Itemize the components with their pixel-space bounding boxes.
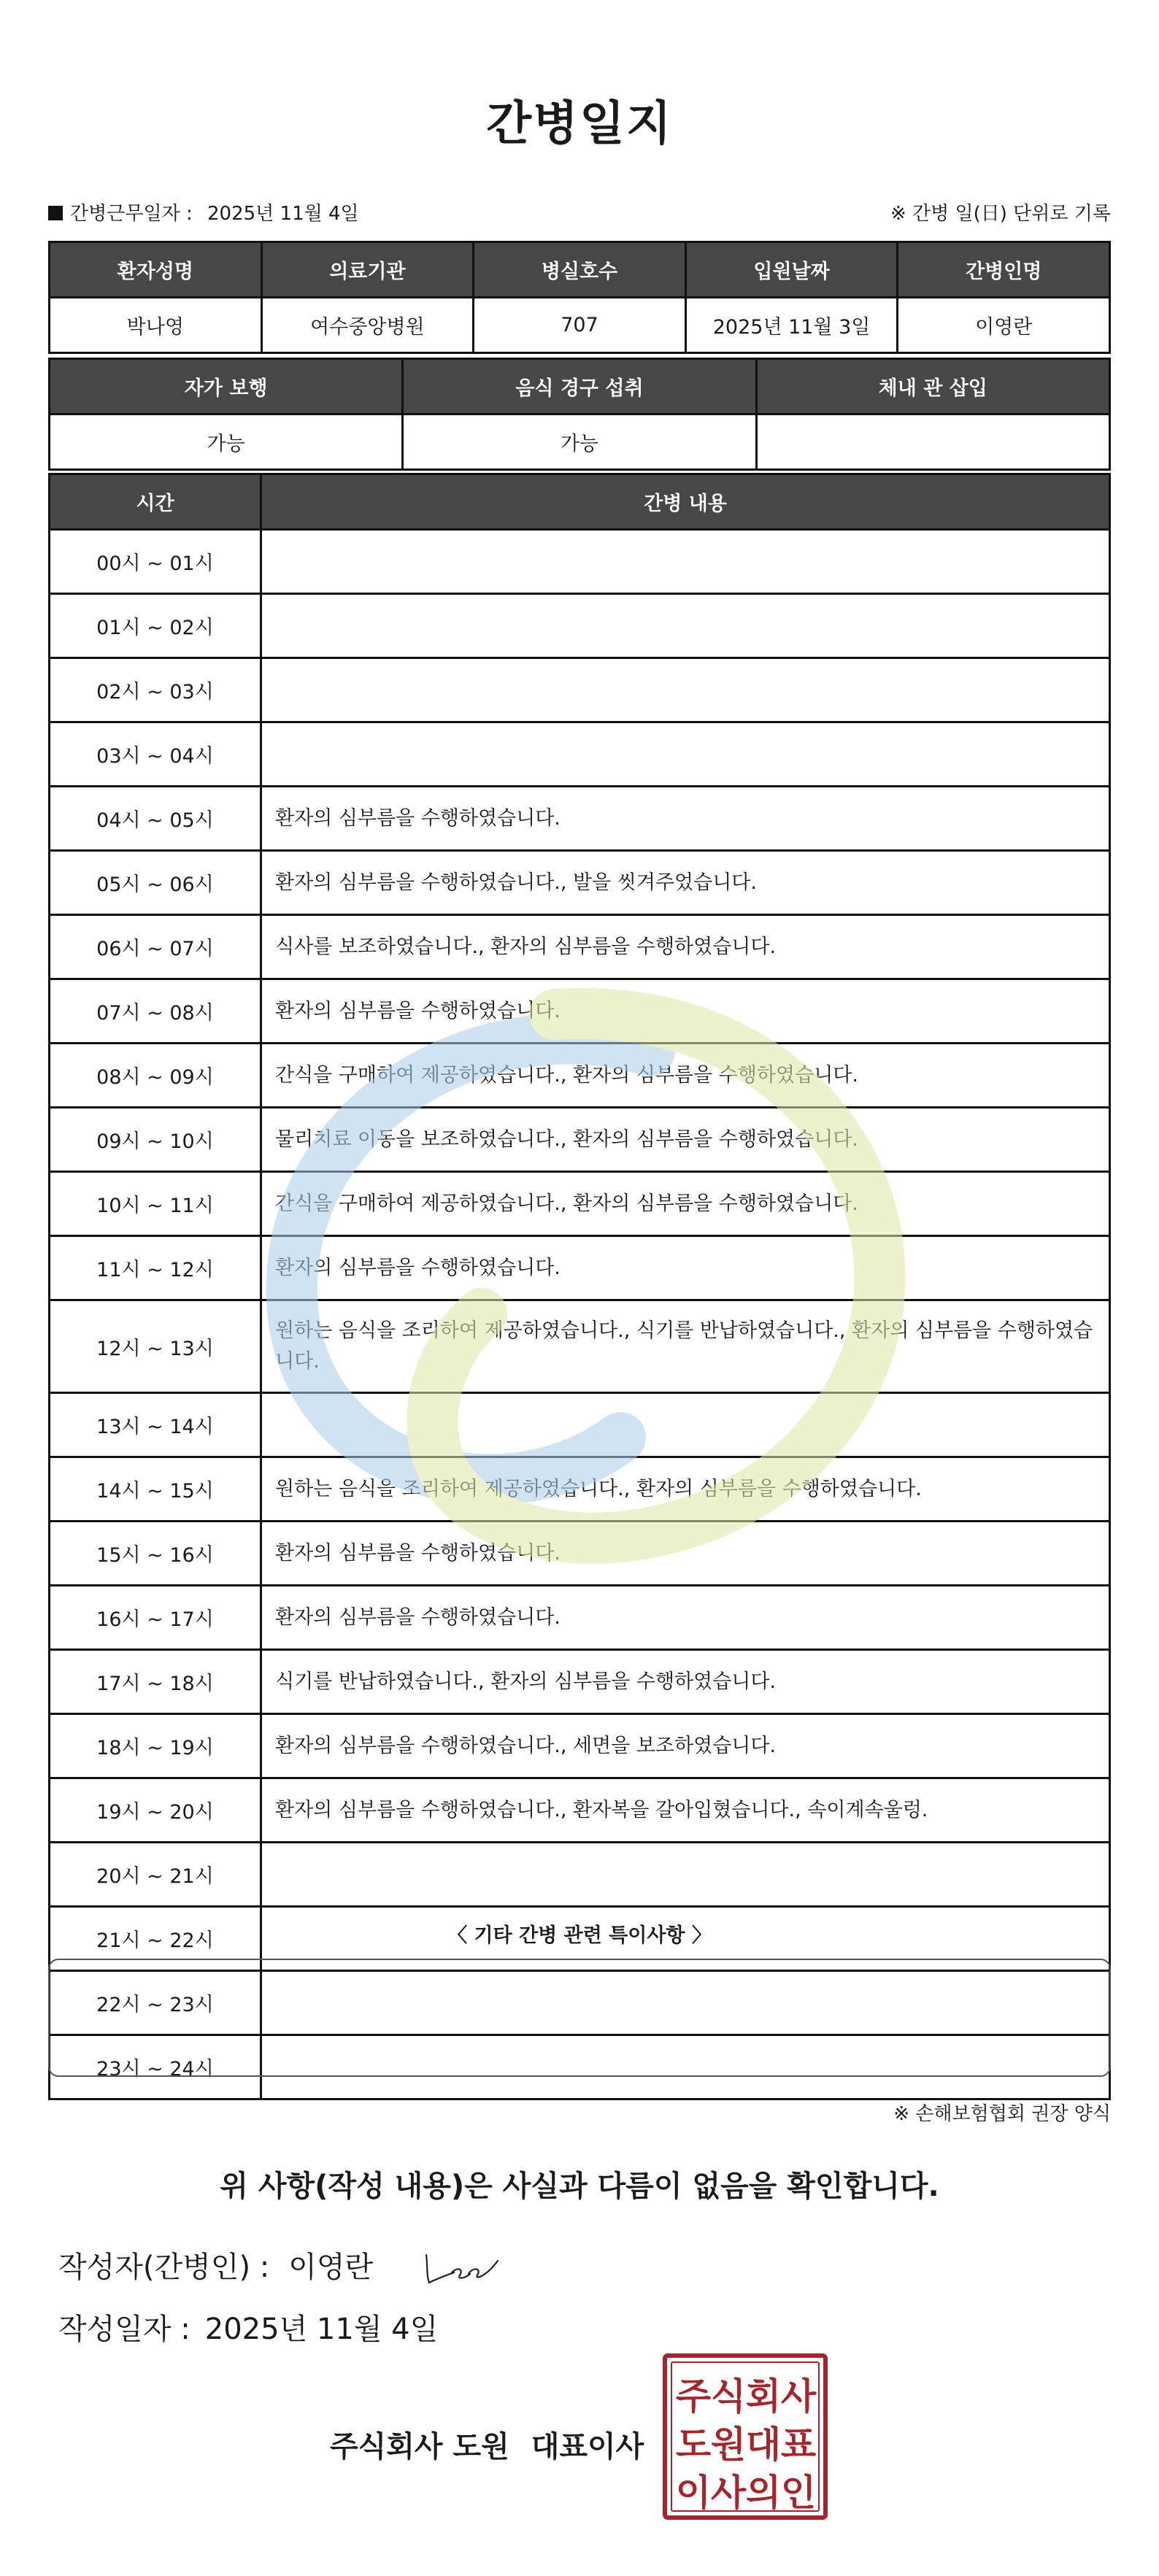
- log-time: 05시 ~ 06시: [50, 851, 261, 915]
- log-row: [50, 1108, 1110, 1172]
- log-content: [261, 722, 1110, 787]
- notes-title: 〈 기타 간병 관련 특이사항 〉: [447, 1924, 712, 1947]
- log-row: [50, 1650, 1110, 1714]
- log-time: 14시 ~ 15시: [50, 1457, 261, 1522]
- handwritten-signature: [422, 2246, 502, 2290]
- log-time: 16시 ~ 17시: [50, 1586, 261, 1650]
- unit-note: ※ 간병 일(日) 단위로 기록: [890, 203, 1111, 225]
- log-time: 08시 ~ 09시: [50, 1044, 261, 1108]
- status-table-value-row: [50, 414, 1110, 470]
- log-row: [50, 1044, 1110, 1108]
- log-content: 식사를 보조하였습니다., 환자의 심부름을 수행하였습니다.: [261, 915, 1110, 979]
- log-time: 03시 ~ 04시: [50, 722, 261, 787]
- seal-glyph: 주: [675, 2375, 712, 2418]
- log-row: [50, 594, 1110, 658]
- log-row: [50, 1393, 1110, 1457]
- log-table-body: [50, 530, 1110, 2099]
- log-time: 07시 ~ 08시: [50, 979, 261, 1044]
- log-time: 20시 ~ 21시: [50, 1843, 261, 1907]
- company-name: 주식회사 도원: [330, 2430, 509, 2464]
- info-row: [48, 198, 1111, 228]
- log-time: 09시 ~ 10시: [50, 1108, 261, 1172]
- caregiver-name: 이영란: [898, 298, 1110, 353]
- log-time: 18시 ~ 19시: [50, 1714, 261, 1778]
- log-row: [50, 530, 1110, 594]
- tube-insertion-value: [756, 414, 1109, 470]
- header-care-content: 간병 내용: [261, 474, 1110, 530]
- log-content: 간식을 구매하여 제공하였습니다., 환자의 심부름을 수행하였습니다.: [261, 1172, 1110, 1236]
- log-time: 13시 ~ 14시: [50, 1393, 261, 1457]
- log-row: [50, 1300, 1110, 1393]
- header-room-number: 병실호수: [474, 242, 686, 298]
- written-date-label: 작성일자 :: [58, 2313, 190, 2346]
- log-content: 환자의 심부름을 수행하였습니다.: [261, 1586, 1110, 1650]
- log-time: 23시 ~ 24시: [50, 2035, 261, 2099]
- seal-glyph: 원: [710, 2423, 747, 2466]
- seal-glyph: 표: [780, 2423, 817, 2466]
- log-time: 10시 ~ 11시: [50, 1172, 261, 1236]
- log-time: 02시 ~ 03시: [50, 658, 261, 722]
- patient-name: 박나영: [50, 298, 262, 353]
- form-source-note: ※ 손해보험협회 권장 양식: [893, 2103, 1111, 2125]
- self-walking-value: 가능: [50, 414, 403, 470]
- log-content: 물리치료 이동을 보조하였습니다., 환자의 심부름을 수행하였습니다.: [261, 1108, 1110, 1172]
- page-title: 간병일지: [486, 97, 673, 151]
- square-bullet-icon: [48, 206, 63, 220]
- log-row: [50, 1236, 1110, 1300]
- writer-line: [58, 2244, 373, 2286]
- log-content: 환자의 심부름을 수행하였습니다.: [261, 1522, 1110, 1586]
- work-date-value: 2025년 11월 4일: [207, 203, 359, 225]
- log-content: [261, 594, 1110, 658]
- log-row: [50, 1457, 1110, 1522]
- log-content: 간식을 구매하여 제공하였습니다., 환자의 심부름을 수행하였습니다.: [261, 1044, 1110, 1108]
- log-table-header-row: [50, 474, 1110, 530]
- patient-info-table: [48, 241, 1111, 354]
- admission-date: 2025년 11월 3일: [685, 298, 898, 353]
- log-content: [261, 530, 1110, 594]
- log-row: [50, 1843, 1110, 1907]
- room-number: 707: [474, 298, 686, 353]
- log-content: 환자의 심부름을 수행하였습니다.: [261, 1236, 1110, 1300]
- seal-glyph: 도: [675, 2423, 712, 2466]
- log-row: [50, 658, 1110, 722]
- log-time: 22시 ~ 23시: [50, 1971, 261, 2035]
- seal-glyph: 인: [780, 2472, 817, 2514]
- company-seal-stamp: [663, 2353, 828, 2520]
- seal-glyph: 대: [745, 2423, 782, 2466]
- seal-glyph: 사: [710, 2472, 747, 2514]
- patient-status-table: [48, 358, 1111, 471]
- patient-table-value-row: [50, 298, 1110, 353]
- seal-glyph: 이: [675, 2472, 712, 2514]
- header-hospital: 의료기관: [261, 242, 474, 298]
- notes-box: [48, 1959, 1111, 2077]
- header-admission-date: 입원날짜: [685, 242, 898, 298]
- log-content: 환자의 심부름을 수행하였습니다.: [261, 787, 1110, 851]
- seal-glyph: 사: [780, 2375, 817, 2418]
- log-time: 11시 ~ 12시: [50, 1236, 261, 1300]
- log-time: 17시 ~ 18시: [50, 1650, 261, 1714]
- header-self-walking: 자가 보행: [50, 359, 403, 414]
- hospital-name: 여수중앙병원: [261, 298, 474, 353]
- seal-glyph: 식: [710, 2375, 747, 2418]
- log-row: [50, 787, 1110, 851]
- patient-table-header-row: [50, 242, 1110, 298]
- seal-glyph: 회: [745, 2375, 782, 2418]
- log-time: 04시 ~ 05시: [50, 787, 261, 851]
- work-date-label: 간병근무일자 :: [70, 203, 193, 225]
- log-content: 원하는 음식을 조리하여 제공하였습니다., 식기를 반납하였습니다., 환자의 심부름을 수행하였습니다.: [261, 1300, 1110, 1393]
- log-time: 12시 ~ 13시: [50, 1300, 261, 1393]
- header-time: 시간: [50, 474, 261, 530]
- seal-glyph: 의: [745, 2472, 782, 2514]
- status-table-header-row: [50, 359, 1110, 414]
- oral-intake-value: 가능: [403, 414, 756, 470]
- written-date-value: 2025년 11월 4일: [204, 2313, 439, 2346]
- log-row: [50, 1522, 1110, 1586]
- log-content: 환자의 심부름을 수행하였습니다.: [261, 979, 1110, 1044]
- log-content: 원하는 음식을 조리하여 제공하였습니다., 환자의 심부름을 수행하였습니다.: [261, 1457, 1110, 1522]
- log-time: 15시 ~ 16시: [50, 1522, 261, 1586]
- log-content: 환자의 심부름을 수행하였습니다., 세면을 보조하였습니다.: [261, 1714, 1110, 1778]
- header-oral-intake: 음식 경구 섭취: [403, 359, 756, 414]
- log-row: [50, 722, 1110, 787]
- log-time: 06시 ~ 07시: [50, 915, 261, 979]
- company-line: [330, 2423, 644, 2465]
- confirmation-statement: 위 사항(작성 내용)은 사실과 다름이 없음을 확인합니다.: [220, 2170, 939, 2203]
- log-row: [50, 1586, 1110, 1650]
- log-row: [50, 1172, 1110, 1236]
- log-row: [50, 851, 1110, 915]
- header-tube-insertion: 체내 관 삽입: [756, 359, 1109, 414]
- company-ceo-title: 대표이사: [531, 2430, 644, 2464]
- log-content: [261, 1393, 1110, 1457]
- log-row: [50, 979, 1110, 1044]
- work-date-info: [48, 198, 359, 225]
- log-time: 00시 ~ 01시: [50, 530, 261, 594]
- log-time: 01시 ~ 02시: [50, 594, 261, 658]
- care-log-table: [48, 473, 1111, 2100]
- log-content: 환자의 심부름을 수행하였습니다., 환자복을 갈아입혔습니다., 속이계속울렁.: [261, 1778, 1110, 1843]
- log-row: [50, 1714, 1110, 1778]
- header-patient-name: 환자성명: [50, 242, 262, 298]
- log-row: [50, 1778, 1110, 1843]
- log-content: 환자의 심부름을 수행하였습니다., 발을 씻겨주었습니다.: [261, 851, 1110, 915]
- writer-label: 작성자(간병인) :: [58, 2251, 270, 2284]
- log-time: 21시 ~ 22시: [50, 1907, 261, 1971]
- log-row: [50, 915, 1110, 979]
- writer-name: 이영란: [288, 2251, 374, 2284]
- written-date-line: [58, 2306, 438, 2348]
- log-content: [261, 658, 1110, 722]
- log-content: [261, 1843, 1110, 1907]
- log-time: 19시 ~ 20시: [50, 1778, 261, 1843]
- log-content: 식기를 반납하였습니다., 환자의 심부름을 수행하였습니다.: [261, 1650, 1110, 1714]
- header-caregiver-name: 간병인명: [898, 242, 1110, 298]
